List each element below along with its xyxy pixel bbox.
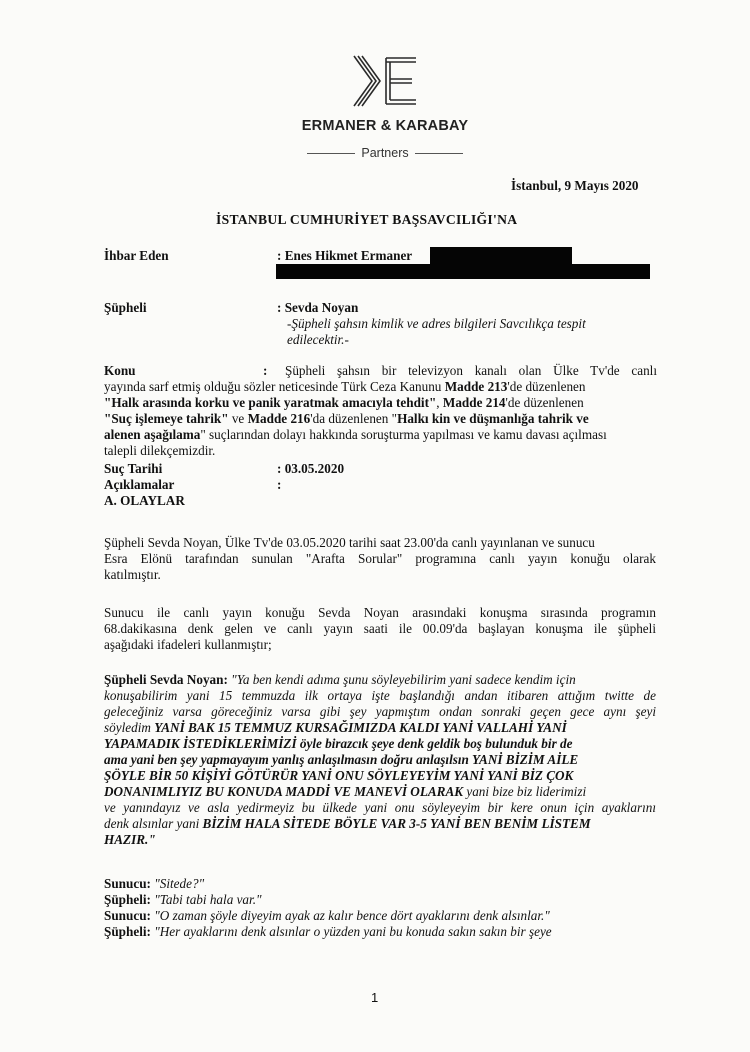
crime-date-label: Suç Tarihi xyxy=(104,461,163,476)
quote-line: konuşabilirim yani 15 temmuzda ilk ortaya işte başlandığı andan itibaren attığım twitte de xyxy=(104,688,656,703)
suspect-value: : Sevda Noyan xyxy=(277,300,359,315)
dialogue-line: Sunucu: "O zaman şöyle diyeyim ayak az kalır bence dört ayaklarını denk alsınlar." xyxy=(104,908,550,923)
paragraph-line: Şüpheli Sevda Noyan, Ülke Tv'de 03.05.2020 tarihi saat 23.00'da canlı yayınlanan ve sunucu xyxy=(104,535,595,550)
quote-speaker: Şüpheli Sevda Noyan: xyxy=(104,672,228,687)
dialogue-line: Şüpheli: "Her ayaklarını denk alsınlar o yüzden yani bu konuda sakın sakın bir şeye xyxy=(104,924,552,939)
quote-line: söyledim YANİ BAK 15 TEMMUZ KURSAĞIMIZDA KALDI YANİ VALLAHİ YANİ xyxy=(104,720,567,735)
partners-label: Partners xyxy=(361,146,409,160)
left-rule xyxy=(307,153,355,154)
subject-line: "Suç işlemeye tahrik" ve Madde 216'da düzenlenen "Halkı kin ve düşmanlığa tahrik ve xyxy=(104,411,589,426)
paragraph-line: Esra Elönü tarafından sunulan "Arafta Sorular" programına canlı yayın konuğu olarak xyxy=(104,551,656,566)
redaction-bar xyxy=(430,247,572,264)
quote-line: geleceğiniz varsa göreceğiniz varsa gibi şey yapmıştım ondan sonraki geçen gece aynı şeyi xyxy=(104,704,656,719)
subject-line: yayında sarf etmiş olduğu sözler neticesinde Türk Ceza Kanunu Madde 213'de düzenlenen xyxy=(104,379,586,394)
subject-line: "Halk arasında korku ve panik yaratmak amacıyla tehdit", Madde 214'de düzenlenen xyxy=(104,395,584,410)
crime-date-value: : 03.05.2020 xyxy=(277,461,345,476)
right-rule xyxy=(415,153,463,154)
document-title: İSTANBUL CUMHURİYET BAŞSAVCILIĞI'NA xyxy=(216,212,518,227)
subject-line: Şüpheli şahsın bir televizyon kanalı olan Ülke Tv'de canlı xyxy=(285,363,657,378)
firm-partners-line xyxy=(290,146,480,160)
paragraph-line: aşağıdaki ifadeleri kullanmıştır; xyxy=(104,637,272,652)
ke-monogram-icon xyxy=(350,50,420,112)
quote-line: YAPAMADIK İSTEDİKLERİMİZİ öyle birazcık şeye denk geldik boş bulunduk bir de xyxy=(104,736,573,751)
redaction-bar xyxy=(276,264,650,279)
paragraph-line: 68.dakikasına denk gelen ve canlı yayın saati ile 00.09'da başlayan konuşma ile şüpheli xyxy=(104,621,656,636)
quote-line: ama yani ben şey yapmayayım yanlış anlaşılmasın doğru anlaşılsın YANİ BİZİM AİLE xyxy=(104,752,579,767)
explanations-colon: : xyxy=(277,477,282,492)
quote-line: Şüpheli Sevda Noyan: "Ya ben kendi adıma şunu söyleyebilirim yani sadece kendim için xyxy=(104,672,576,687)
section-heading: A. OLAYLAR xyxy=(104,493,185,508)
quote-line: DONANIMLIYIZ BU KONUDA MADDİ VE MANEVİ OLARAK yani bize biz liderimizi xyxy=(104,784,587,799)
page-number: 1 xyxy=(371,990,379,1005)
quote-line: ve yanındayız ve asla yedirmeyiz bu ülkede yani onu söyleyeyim bir kere onun için ayaklarını xyxy=(104,800,656,815)
suspect-note: -Şüpheli şahsın kimlik ve adres bilgileri Savcılıkça tespit xyxy=(287,316,586,331)
explanations-label: Açıklamalar xyxy=(104,477,175,492)
complainant-label: İhbar Eden xyxy=(104,248,169,263)
firm-logo xyxy=(290,50,480,170)
quote-line: HAZIR." xyxy=(104,832,156,847)
quote-line: ŞÖYLE BİR 50 KİŞİYİ GÖTÜRÜR YANİ ONU SÖYLEYEYİM YANİ YANİ BİZ ÇOK xyxy=(104,768,574,783)
paragraph-line: Sunucu ile canlı yayın konuğu Sevda Noyan arasındaki konuşma sırasında programın xyxy=(104,605,656,620)
dialogue-line: Şüpheli: "Tabi tabi hala var." xyxy=(104,892,262,907)
subject-line: alenen aşağılama" suçlarından dolayı hakkında soruşturma yapılması ve kamu davası açılması xyxy=(104,427,607,442)
subject-label: Konu xyxy=(104,363,136,378)
paragraph-line: katılmıştır. xyxy=(104,567,161,582)
suspect-note: edilecektir.- xyxy=(287,332,349,347)
quote-line: denk alsınlar yani BİZİM HALA SİTEDE BÖYLE VAR 3-5 YANİ BEN BENİM LİSTEM xyxy=(104,816,591,831)
date-line: İstanbul, 9 Mayıs 2020 xyxy=(511,178,639,193)
subject-line: talepli dilekçemizdir. xyxy=(104,443,216,458)
dialogue-line: Sunucu: "Sitede?" xyxy=(104,876,205,891)
subject-colon: : xyxy=(263,363,268,378)
firm-name: ERMANER & KARABAY xyxy=(301,118,469,134)
suspect-label: Şüpheli xyxy=(104,300,147,315)
complainant-value: : Enes Hikmet Ermaner xyxy=(277,248,413,263)
